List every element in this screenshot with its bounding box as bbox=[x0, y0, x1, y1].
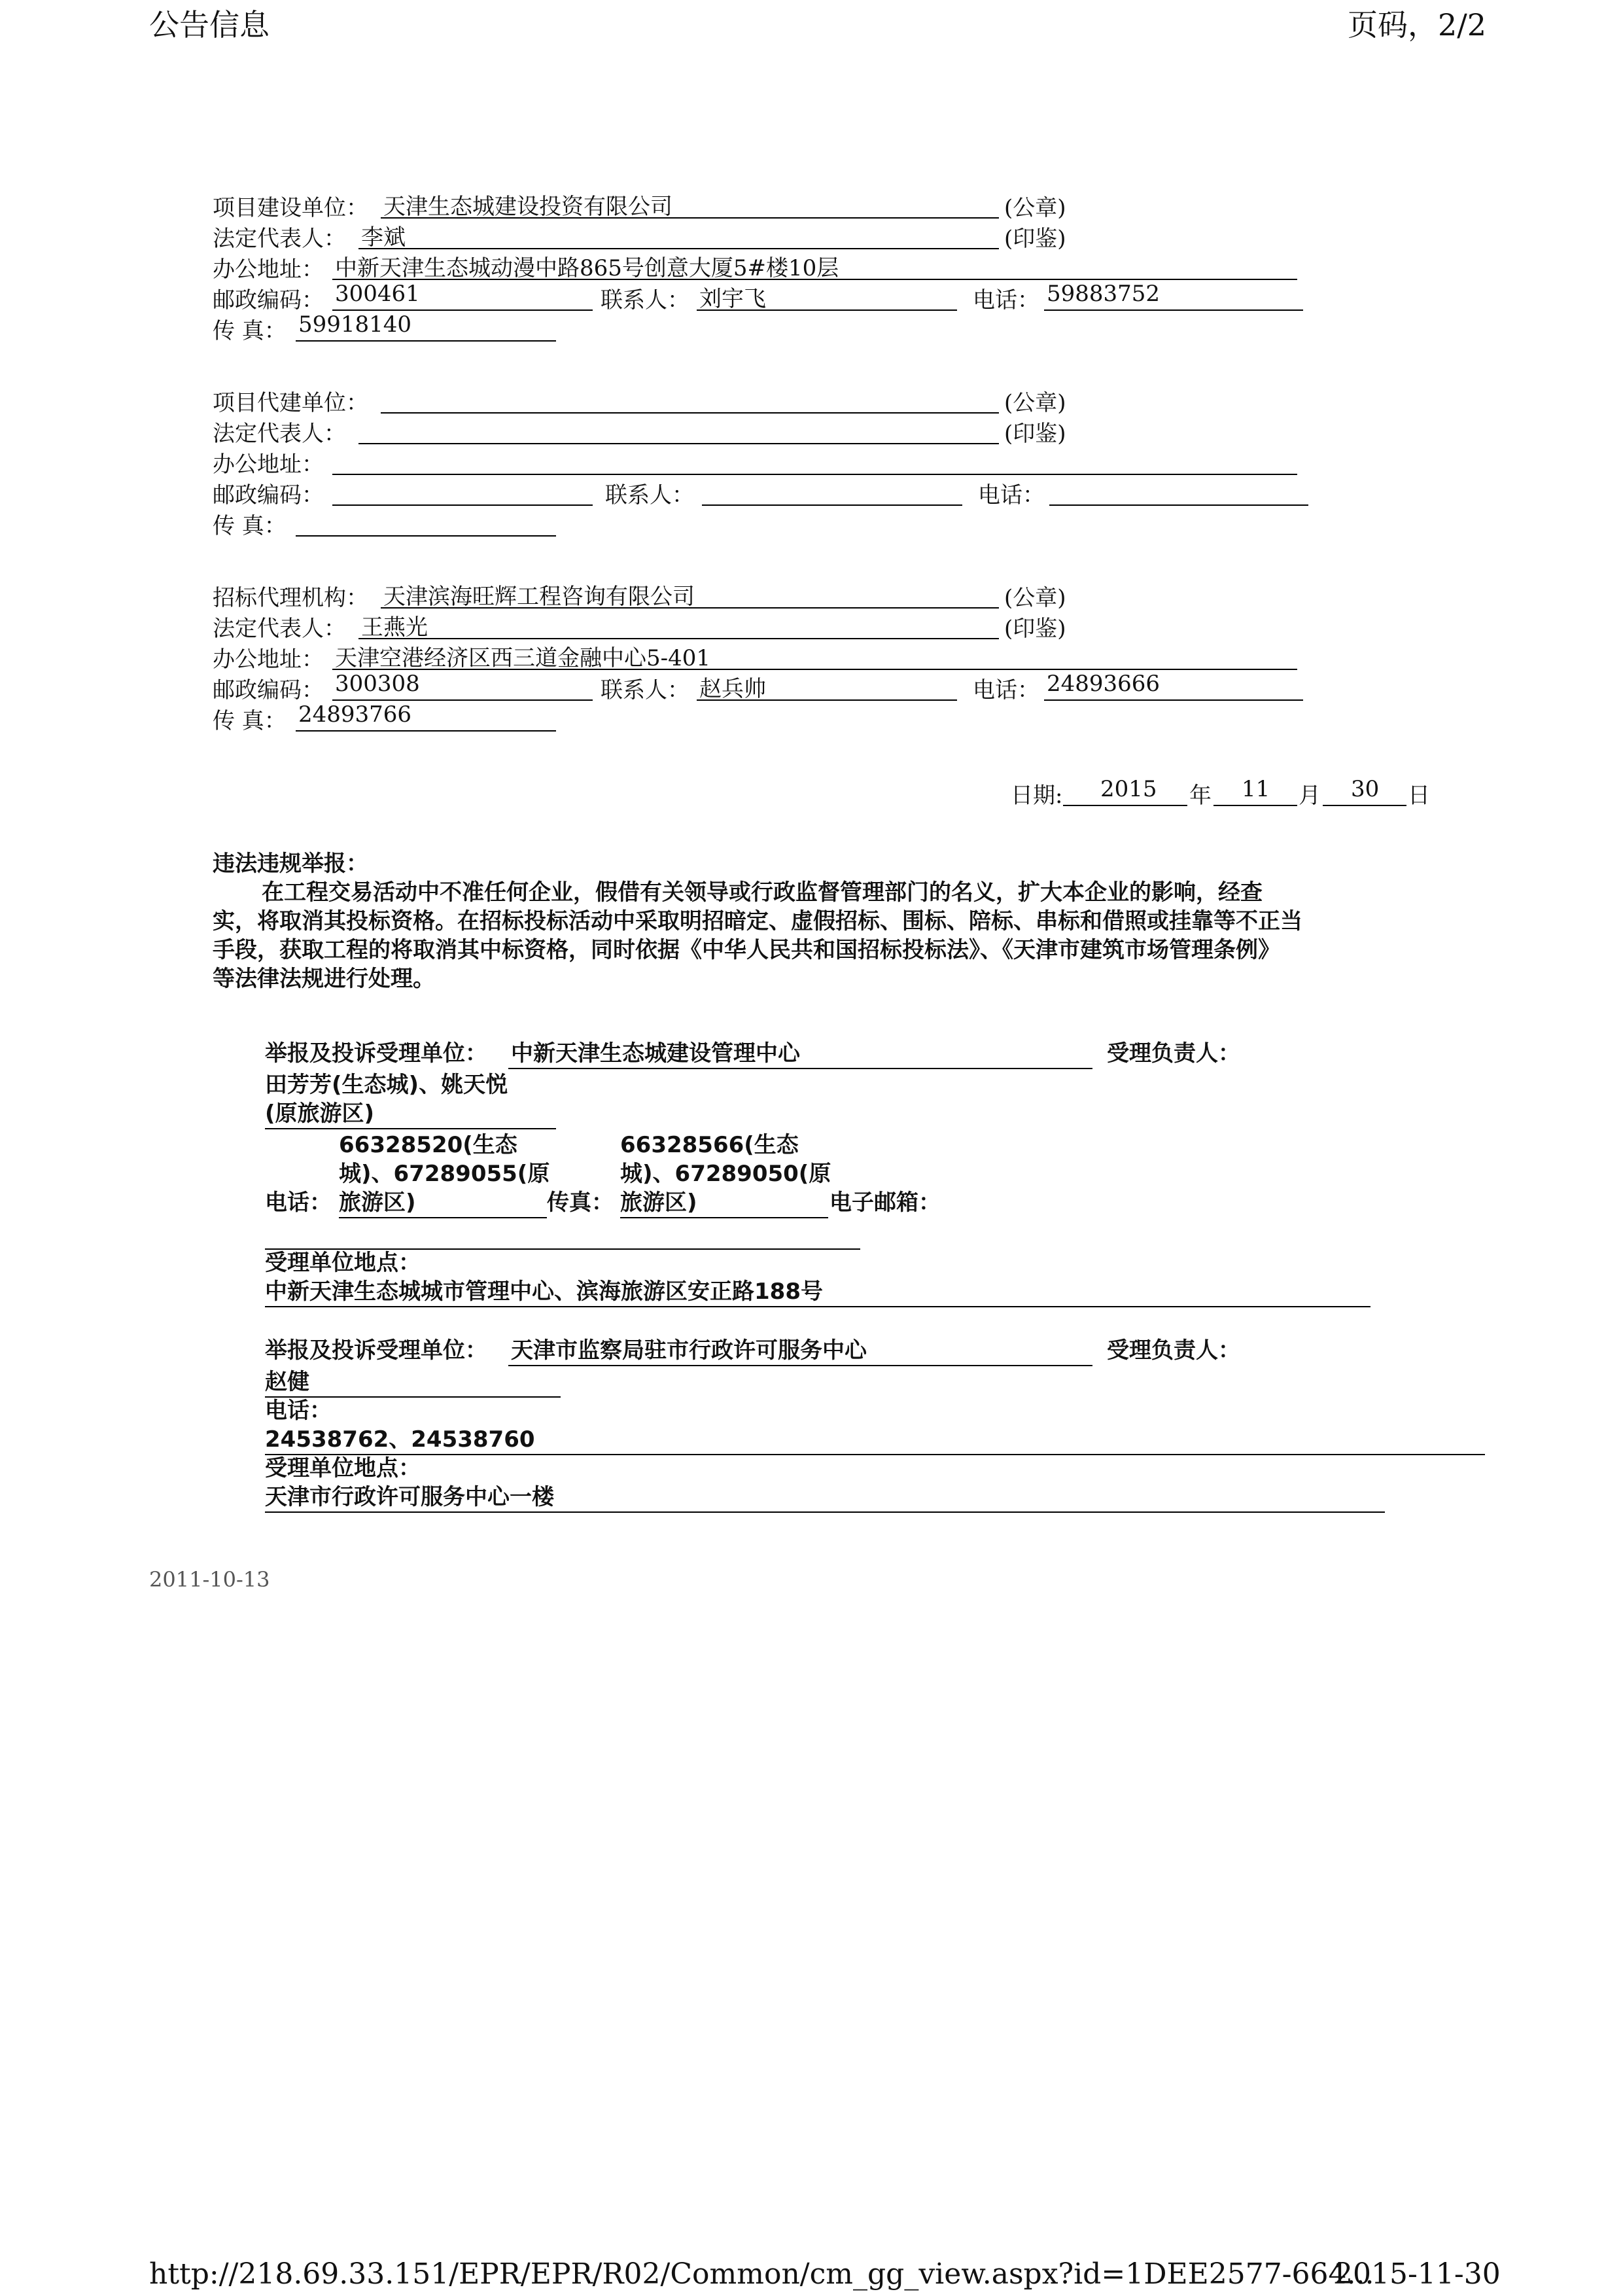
builder-phone-label: 电话： bbox=[973, 287, 1039, 313]
builder-addr: 中新天津生态城动漫中路865号创意大厦5#楼10层 bbox=[335, 255, 839, 281]
agent-phone-label: 电话： bbox=[978, 482, 1045, 508]
date-month-unit: 月 bbox=[1299, 783, 1321, 809]
complaint1-fax-line-1: 66328566(生态 bbox=[620, 1132, 799, 1158]
date-month: 11 bbox=[1242, 776, 1270, 802]
date-label: 日期: bbox=[1011, 783, 1063, 809]
complaint1-phone-line-3: 旅游区) bbox=[339, 1190, 416, 1216]
builder-zip-label: 邮政编码： bbox=[213, 287, 324, 313]
agency-contact-label: 联系人： bbox=[601, 677, 689, 703]
agency-unit-label: 招标代理机构： bbox=[213, 585, 368, 611]
date-year-unit: 年 bbox=[1189, 783, 1212, 809]
complaint1-phone-label: 电话： bbox=[265, 1190, 332, 1216]
builder-zip: 300461 bbox=[335, 281, 420, 307]
agency-seal: (公章) bbox=[1004, 585, 1066, 611]
agency-zip: 300308 bbox=[335, 671, 420, 697]
agency-unit: 天津滨海旺辉工程咨询有限公司 bbox=[383, 584, 695, 610]
complaint1-fax-label: 传真： bbox=[547, 1190, 614, 1216]
builder-fax: 59918140 bbox=[298, 311, 412, 338]
print-date: 2011-10-13 bbox=[149, 1567, 270, 1592]
report-line-3: 手段，获取工程的将取消其中标资格，同时依据《中华人民共和国招标投标法》、《天津市建筑市场管理条例》 bbox=[213, 937, 1280, 963]
complaint1-addr: 中新天津生态城城市管理中心、滨海旅游区安正路188号 bbox=[265, 1279, 823, 1305]
date-day: 30 bbox=[1351, 776, 1380, 802]
agent-seal: (公章) bbox=[1004, 390, 1066, 416]
complaint1-fax-line-2: 城)、67289050(原 bbox=[620, 1161, 831, 1187]
agency-fax: 24893766 bbox=[298, 701, 412, 728]
agency-addr-label: 办公地址： bbox=[213, 646, 324, 673]
complaint1-email-label: 电子邮箱： bbox=[829, 1190, 941, 1216]
complaint2-person-label: 受理负责人： bbox=[1107, 1337, 1240, 1364]
builder-contact-label: 联系人： bbox=[601, 287, 689, 313]
agent-unit-label: 项目代建单位： bbox=[213, 390, 368, 416]
complaint1-person-line-2: (原旅游区) bbox=[265, 1101, 375, 1127]
complaint1-person-line-1: 田芳芳(生态城)、姚天悦 bbox=[265, 1072, 508, 1098]
complaint2-addr-label: 受理单位地点： bbox=[265, 1455, 421, 1481]
builder-stamp: (印鉴) bbox=[1004, 226, 1066, 252]
agent-stamp: (印鉴) bbox=[1004, 421, 1066, 447]
builder-seal: (公章) bbox=[1004, 195, 1066, 221]
agency-addr: 天津空港经济区西三道金融中心5-401 bbox=[335, 645, 711, 671]
complaint2-addr: 天津市行政许可服务中心一楼 bbox=[265, 1484, 554, 1510]
agent-contact-label: 联系人： bbox=[605, 482, 694, 508]
agency-rep-label: 法定代表人： bbox=[213, 616, 346, 642]
complaint1-phone-line-1: 66328520(生态 bbox=[339, 1132, 517, 1158]
complaint1-unit: 中新天津生态城建设管理中心 bbox=[511, 1040, 800, 1067]
complaint2-phone-label: 电话： bbox=[265, 1398, 332, 1424]
report-title: 违法违规举报： bbox=[213, 851, 368, 877]
date-day-unit: 日 bbox=[1408, 783, 1430, 809]
complaint2-phone: 24538762、24538760 bbox=[265, 1426, 535, 1453]
complaint2-unit-label: 举报及投诉受理单位： bbox=[265, 1337, 487, 1364]
complaint1-unit-label: 举报及投诉受理单位： bbox=[265, 1040, 487, 1067]
complaint1-addr-label: 受理单位地点： bbox=[265, 1250, 421, 1276]
page-number: 页码，2/2 bbox=[1348, 7, 1487, 43]
footer-date: 2015-11-30 bbox=[1335, 2257, 1501, 2291]
complaint2-unit: 天津市监察局驻市行政许可服务中心 bbox=[511, 1337, 867, 1364]
complaint1-phone-line-2: 城)、67289055(原 bbox=[339, 1161, 550, 1187]
agency-phone-label: 电话： bbox=[973, 677, 1039, 703]
footer-url: http://218.69.33.151/EPR/EPR/R02/Common/cm_gg_view.aspx?id=1DEE2577-664... bbox=[149, 2257, 1374, 2291]
builder-rep-label: 法定代表人： bbox=[213, 226, 346, 252]
header-title: 公告信息 bbox=[149, 7, 270, 43]
builder-phone: 59883752 bbox=[1047, 281, 1161, 307]
report-line-4: 等法律法规进行处理。 bbox=[213, 966, 435, 992]
agency-rep: 王燕光 bbox=[361, 614, 428, 641]
agency-fax-label: 传 真： bbox=[213, 708, 287, 734]
builder-rep: 李斌 bbox=[361, 224, 406, 251]
agent-addr-label: 办公地址： bbox=[213, 451, 324, 478]
agency-phone: 24893666 bbox=[1047, 671, 1161, 697]
builder-unit: 天津生态城建设投资有限公司 bbox=[383, 194, 672, 220]
date-year: 2015 bbox=[1100, 776, 1157, 802]
agency-stamp: (印鉴) bbox=[1004, 616, 1066, 642]
complaint2-person: 赵健 bbox=[265, 1369, 309, 1395]
report-line-2: 实，将取消其投标资格。在招标投标活动中采取明招暗定、虚假招标、围标、陪标、串标和借照或挂靠等不正当 bbox=[213, 908, 1302, 934]
builder-addr-label: 办公地址： bbox=[213, 256, 324, 283]
report-line-1: 在工程交易活动中不准任何企业，假借有关领导或行政监督管理部门的名义，扩大本企业的影响，经查 bbox=[262, 879, 1263, 906]
agent-rep-label: 法定代表人： bbox=[213, 421, 346, 447]
builder-fax-label: 传 真： bbox=[213, 318, 287, 344]
builder-unit-label: 项目建设单位： bbox=[213, 195, 368, 221]
agent-zip-label: 邮政编码： bbox=[213, 482, 324, 508]
agent-fax-label: 传 真： bbox=[213, 513, 287, 539]
builder-contact: 刘宇飞 bbox=[699, 286, 766, 312]
complaint1-person-label: 受理负责人： bbox=[1107, 1040, 1240, 1067]
agency-zip-label: 邮政编码： bbox=[213, 677, 324, 703]
complaint1-fax-line-3: 旅游区) bbox=[620, 1190, 697, 1216]
agency-contact: 赵兵帅 bbox=[699, 676, 766, 702]
